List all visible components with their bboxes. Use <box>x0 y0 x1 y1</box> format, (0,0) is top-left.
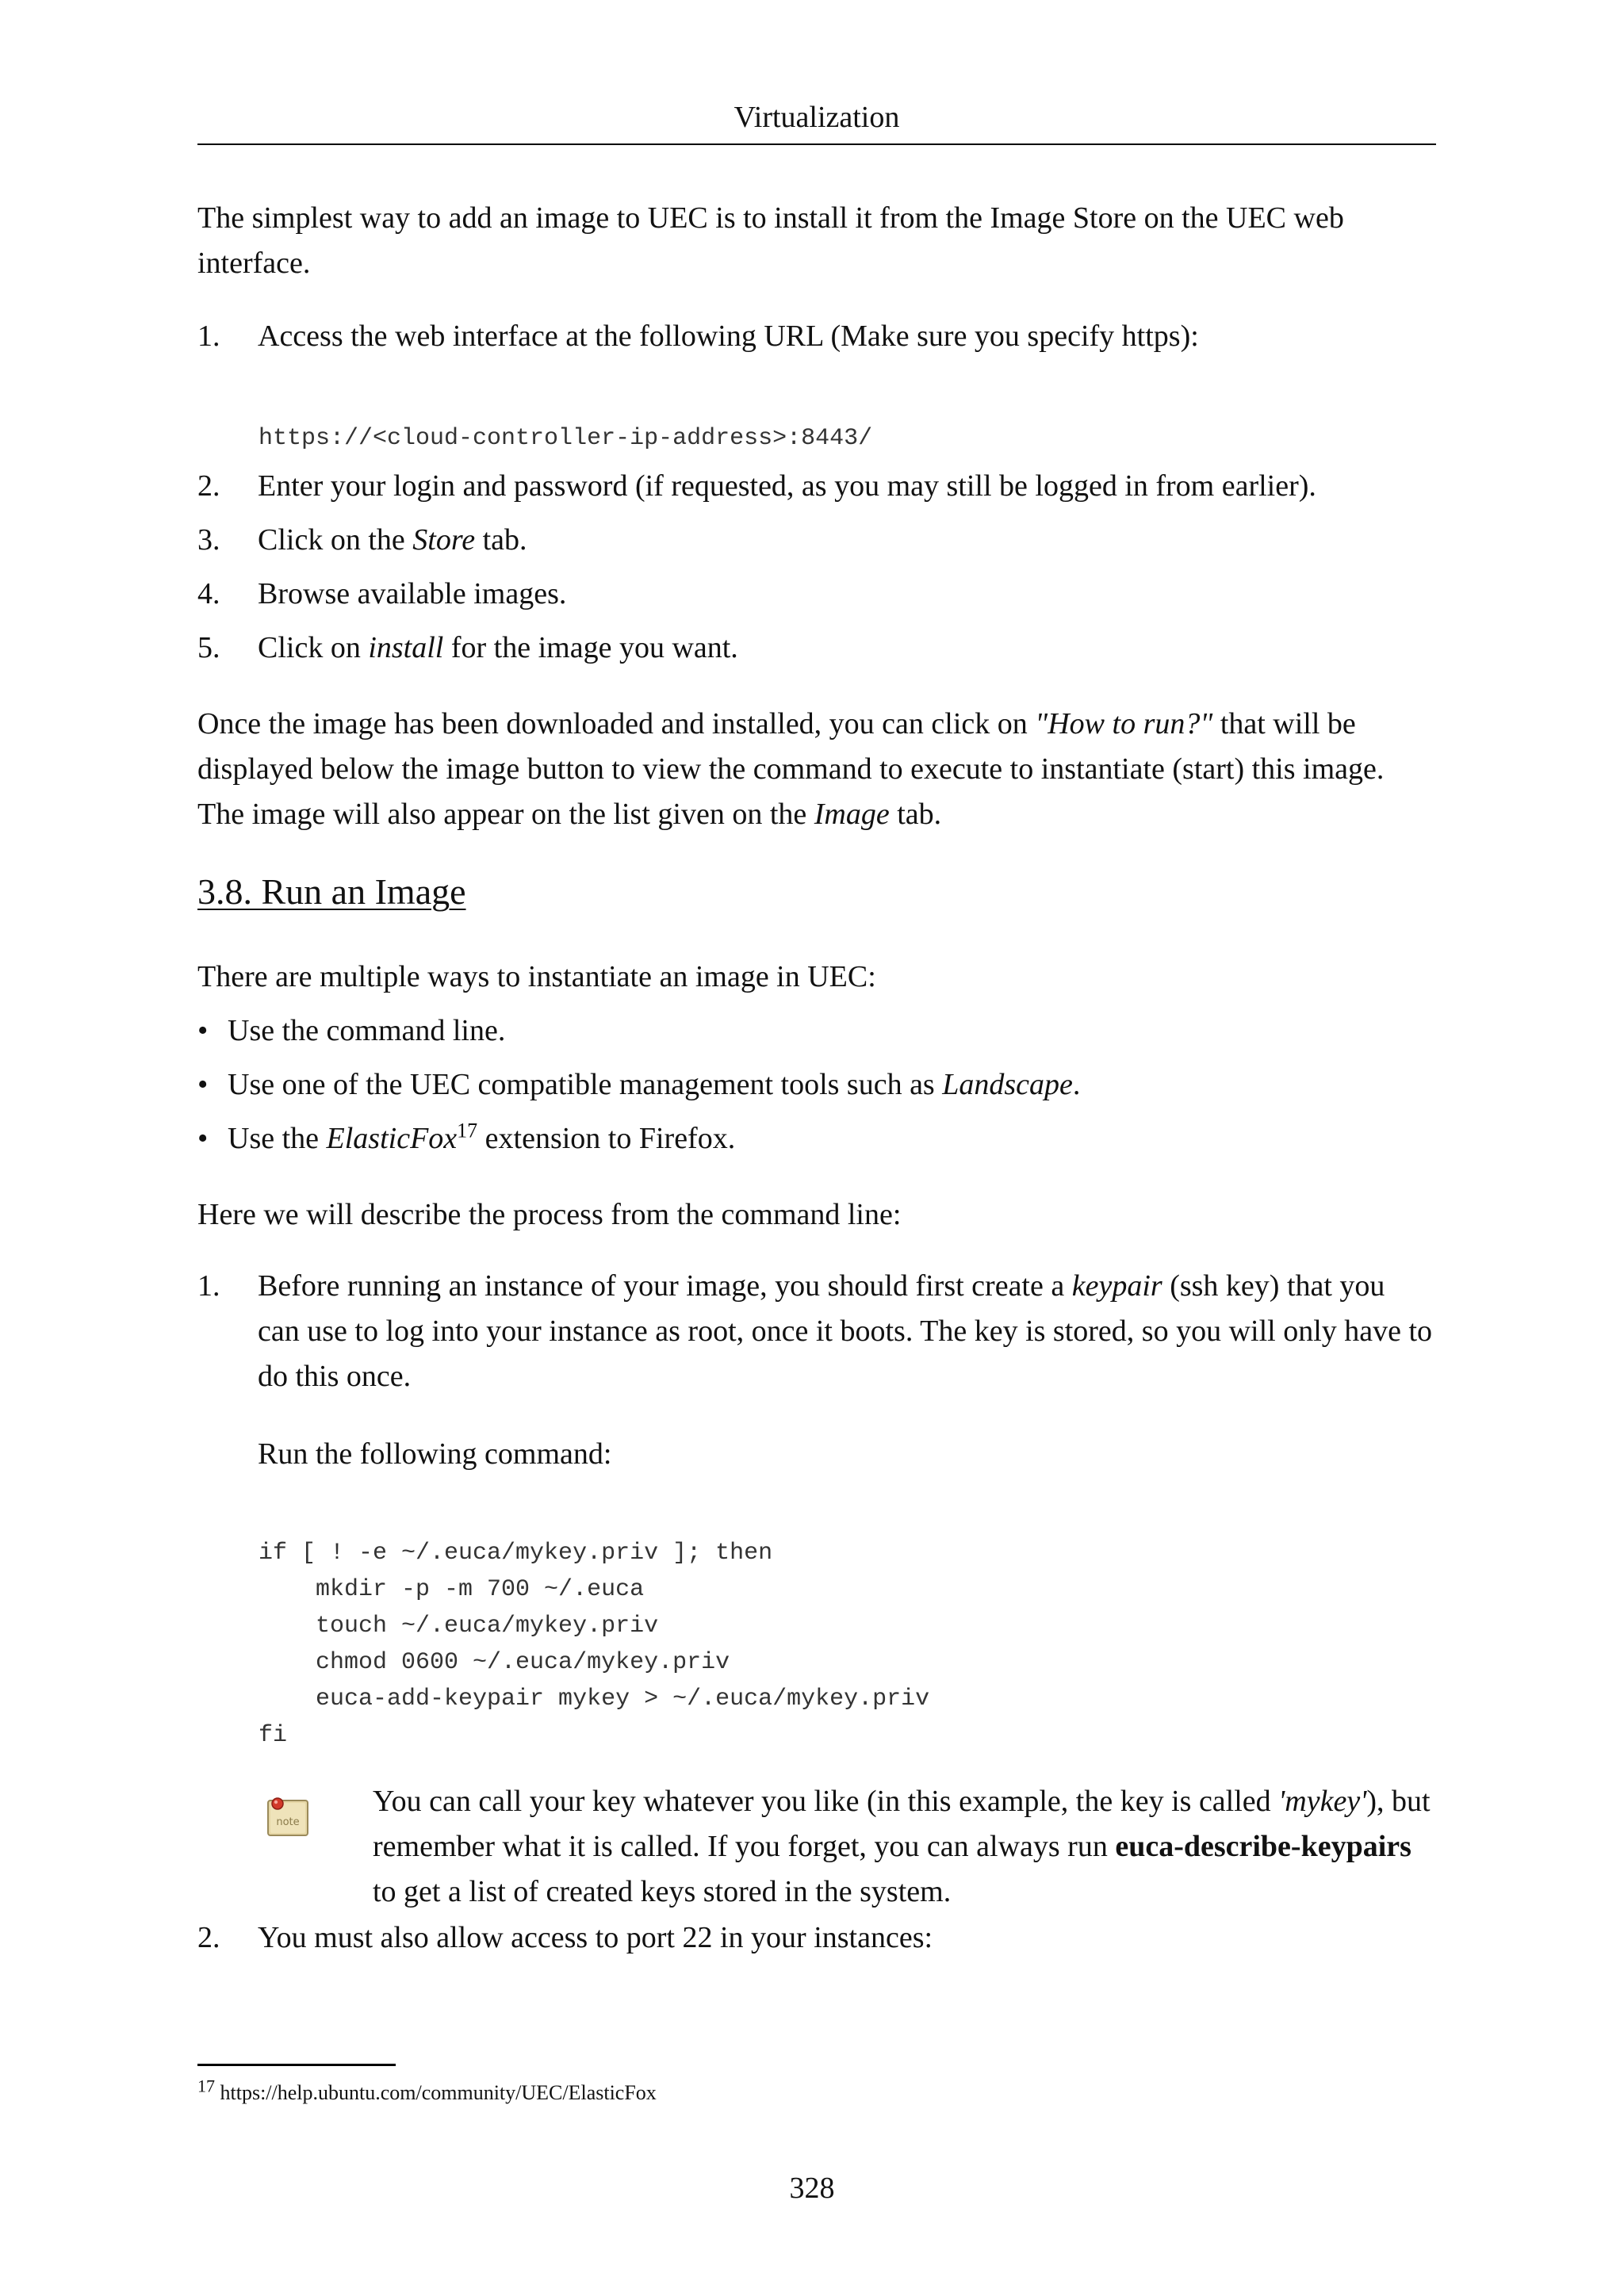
intro-line-1: The simplest way to add an image to UEC is to install it from the Image Store on the UEC web <box>197 201 1344 235</box>
page-number: 328 <box>789 2172 835 2205</box>
note-icon <box>265 1793 312 1841</box>
footnote-marker: 17 <box>197 2076 215 2096</box>
run-command-label: Run the following command: <box>258 1437 612 1471</box>
section-heading: 3.8. Run an Image <box>197 871 466 912</box>
document-page: Virtualization The simplest way to add an image to UEC is to install it from the Image Store on the UEC web interface. 1. Access the web interface at the following URL (Make sure you specify https): https://<cloud-controller-ip-address>:8443/ 2. Enter your login and password (if requested, as you may still be logged in from earlier). 3. Click on the Store tab. 4. Browse available images. 5. Click on install for the image you want. Once the image has been downloaded and installed, you can click on "How to run?" that will be displayed below the image button to view the command to execute to instantiate (start) this image. The image will also appear on the list given on the Image tab. 3.8. Run an Image There are multiple ways to instantiate an image in UEC: • Use the command line. • Use one of the UEC compatible management tools such as Landscape. • Use the ElasticFox$^{17}$ extension to Firefox. Here we will describe the process from the command line: 1. Before running an instance of your image, you should first create a keypair (ssh key) that you can use to log into your instance as root, once it boots. The key is stored, so you will only have to do this once. Run the following command: if [ ! -e ~/.euca/mykey.priv ]; then mkdir -p -m 700 ~/.euca touch ~/.euca/mykey.priv chmod 0600 ~/.euca/mykey.priv euca-add-keypair mykey > ~/.euca/mykey.priv fi note You can call your key whatever you like (in this example, the key is called 'mykey'), but remember what it is called. If you forget, you can always run euca-describe-keypairs to get a list of created keys stored in the system. 2. You must also allow access to port 22 in your instances: $^{17}$ https://help.ubuntu.com/community/UEC/ElasticFox 328 <box>0 0 1624 2296</box>
note-text: You can call your key whatever you like (in this example, the key is called 'mykey'), but remember what it is called. If you forget, you can always run euca-describe-keypairs to get a list of created keys stored in the system. <box>373 1785 1431 1908</box>
describe-keypairs-command: euca-describe-keypairs <box>1115 1830 1411 1863</box>
store-tab-name: Store <box>412 523 476 557</box>
footnote <box>197 2077 657 2109</box>
bullet-marker: • <box>197 1122 209 1155</box>
intro-paragraph <box>197 196 1436 286</box>
step-number: 5. <box>197 631 220 664</box>
code-line: touch ~/.euca/mykey.priv <box>259 1613 659 1640</box>
cmdline-intro: Here we will describe the process from the command line: <box>197 1198 902 1231</box>
keypair-term: keypair <box>1071 1269 1162 1303</box>
footnote-rule <box>197 2064 396 2066</box>
bullet-marker: • <box>197 1014 209 1047</box>
how-to-run-label: "How to run?" <box>1035 707 1213 740</box>
install-label: install <box>368 631 444 664</box>
step-number: 2. <box>197 469 220 503</box>
header-rule <box>197 144 1436 145</box>
footnote-reference[interactable]: 17 <box>457 1119 478 1142</box>
code-line: mkdir -p -m 700 ~/.euca <box>259 1576 645 1603</box>
step-number: 4. <box>197 577 220 610</box>
bullet-marker: • <box>197 1068 209 1101</box>
ways-intro: There are multiple ways to instantiate an image in UEC: <box>197 960 876 993</box>
step-text: You must also allow access to port 22 in your instances: <box>258 1921 933 1954</box>
svg-text:note: note <box>276 1816 300 1828</box>
mykey-term: 'mykey' <box>1278 1785 1367 1818</box>
step-text: Access the web interface at the following URL (Make sure you specify https): <box>258 320 1199 353</box>
elasticfox-label: ElasticFox <box>326 1122 458 1155</box>
code-line: fi <box>259 1722 288 1749</box>
url-code: https://<cloud-controller-ip-address>:8443/ <box>259 425 873 452</box>
step-text: Click on the Store tab. <box>258 523 527 557</box>
step-text: Browse available images. <box>258 577 567 610</box>
step-number: 3. <box>197 523 220 557</box>
step-text: Click on install for the image you want. <box>258 631 738 664</box>
landscape-label: Landscape <box>942 1068 1073 1101</box>
after-install-paragraph: Once the image has been downloaded and installed, you can click on "How to run?" that will be displayed below the image button to view the command to execute to instantiate (start) this image. The image will also appear on the list given on the Image tab. <box>197 707 1385 831</box>
step-text: Enter your login and password (if requested, as you may still be logged in from earlier). <box>258 469 1316 503</box>
code-line: chmod 0600 ~/.euca/mykey.priv <box>259 1649 730 1676</box>
step-number: 1. <box>197 1269 220 1303</box>
step-text: Before running an instance of your image, you should first create a keypair (ssh key) that you can use to log into your instance as root, once it boots. The key is stored, so you will only have to do this once. <box>258 1269 1433 1393</box>
code-line: if [ ! -e ~/.euca/mykey.priv ]; then <box>259 1540 773 1567</box>
image-tab-name: Image <box>814 798 890 831</box>
intro-line-2: interface. <box>197 247 311 280</box>
step-number: 2. <box>197 1921 220 1954</box>
running-header: Virtualization <box>733 101 900 134</box>
code-line: euca-add-keypair mykey > ~/.euca/mykey.priv <box>259 1686 930 1712</box>
footnote-link[interactable]: https://help.ubuntu.com/community/UEC/ElasticFox <box>220 2081 657 2104</box>
step-number: 1. <box>197 320 220 353</box>
